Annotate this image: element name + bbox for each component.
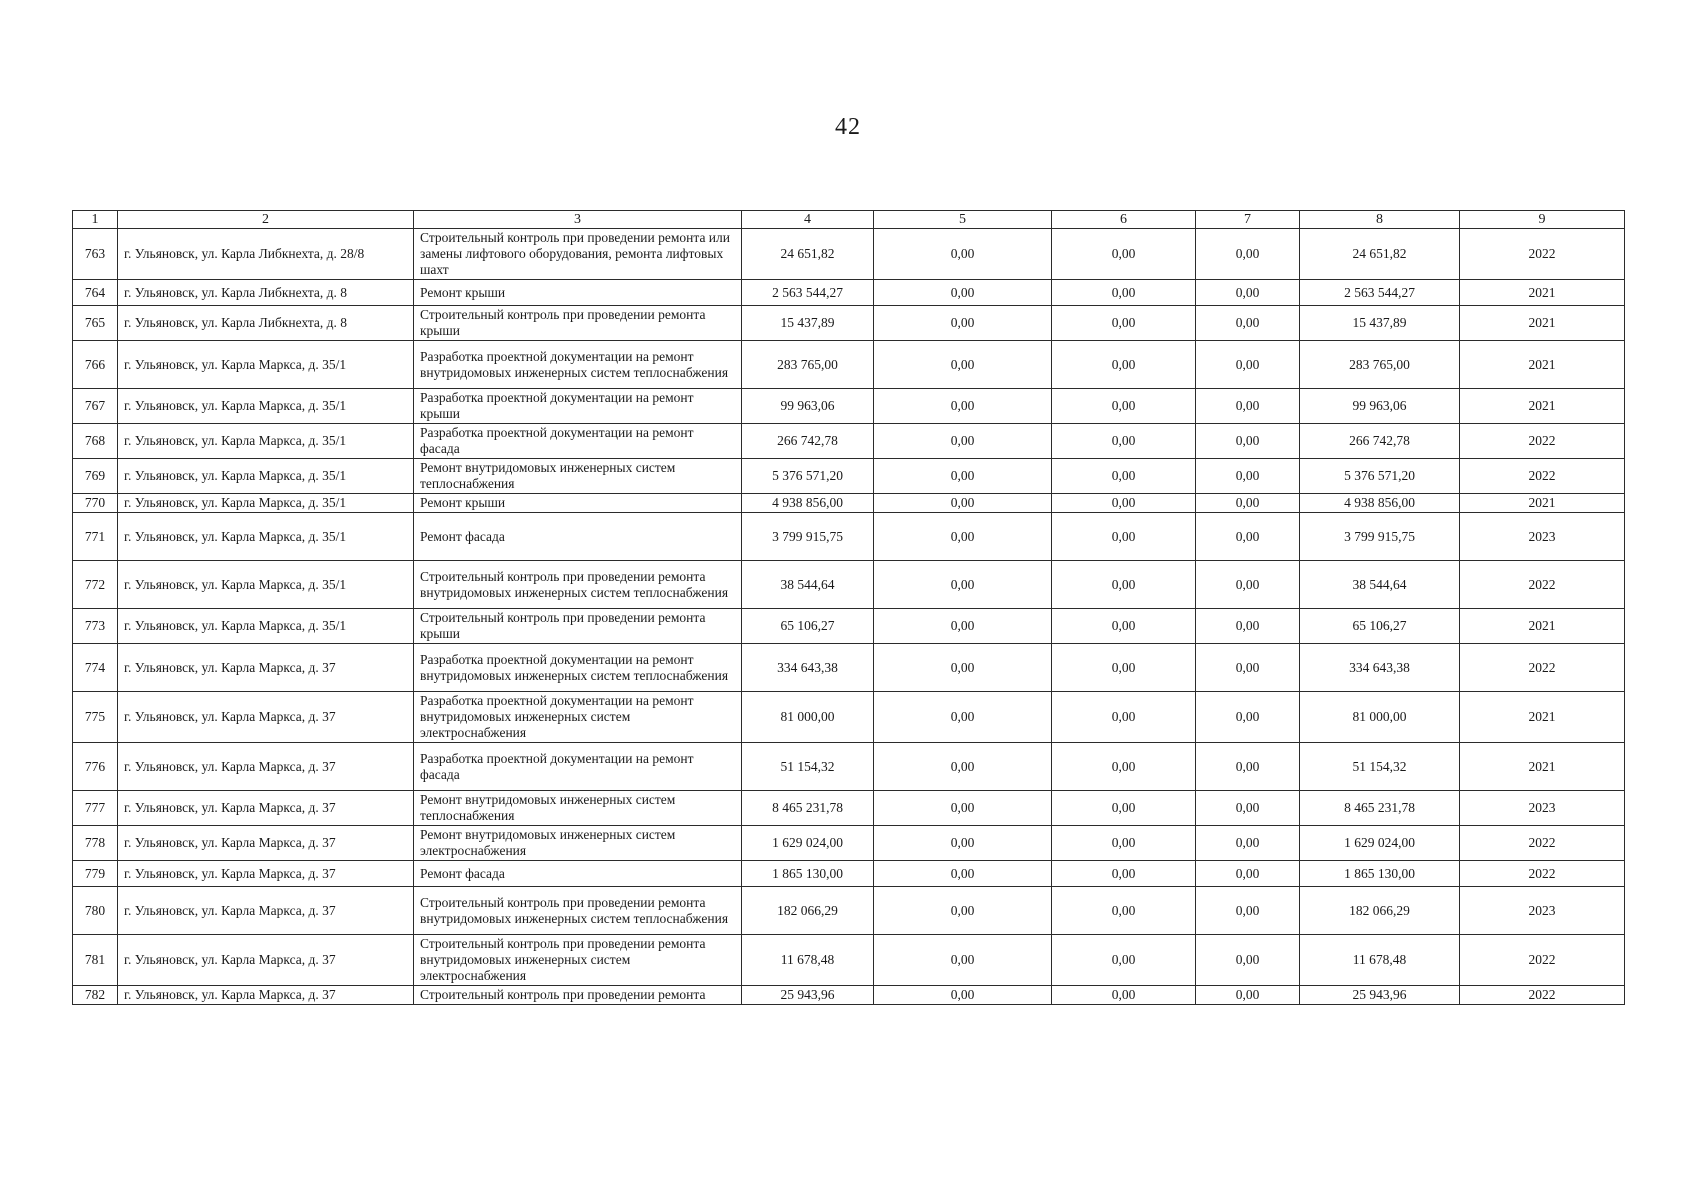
address-cell	[118, 306, 414, 341]
column-header: 6	[1052, 211, 1196, 229]
address-text: г. Ульяновск, ул. Карла Маркса, д. 37	[124, 902, 336, 918]
table-row	[73, 229, 1625, 280]
owner-funds-cell: 283 765,00	[1300, 341, 1460, 389]
table-row	[73, 280, 1625, 306]
owner-funds-cell: 51 154,32	[1300, 743, 1460, 791]
fund-column-7-cell: 0,00	[1196, 459, 1300, 494]
year-cell: 2022	[1460, 861, 1625, 887]
fund-column-5-cell: 0,00	[874, 644, 1052, 692]
work-type-cell: Ремонт фасада	[414, 861, 742, 887]
fund-column-7-cell: 0,00	[1196, 424, 1300, 459]
row-number-cell: 771	[73, 513, 118, 561]
registry-body	[73, 229, 1625, 1005]
address-cell	[118, 229, 414, 280]
fund-column-5-cell: 0,00	[874, 341, 1052, 389]
fund-column-5-cell: 0,00	[874, 513, 1052, 561]
fund-column-7-cell: 0,00	[1196, 826, 1300, 861]
column-header: 7	[1196, 211, 1300, 229]
row-number-cell: 764	[73, 280, 118, 306]
fund-column-7-cell: 0,00	[1196, 887, 1300, 935]
fund-column-6-cell: 0,00	[1052, 887, 1196, 935]
year-cell: 2022	[1460, 935, 1625, 986]
fund-column-7-cell: 0,00	[1196, 791, 1300, 826]
year-cell: 2021	[1460, 341, 1625, 389]
column-header: 2	[118, 211, 414, 229]
address-cell	[118, 861, 414, 887]
owner-funds-cell: 1 865 130,00	[1300, 861, 1460, 887]
owner-funds-cell: 182 066,29	[1300, 887, 1460, 935]
table-row	[73, 692, 1625, 743]
address-text: г. Ульяновск, ул. Карла Маркса, д. 37	[124, 659, 336, 675]
fund-column-7-cell: 0,00	[1196, 609, 1300, 644]
year-cell: 2021	[1460, 743, 1625, 791]
row-number-cell: 776	[73, 743, 118, 791]
owner-funds-cell: 2 563 544,27	[1300, 280, 1460, 306]
work-type-cell: Ремонт внутридомовых инженерных систем теплоснабжения	[414, 459, 742, 494]
column-header: 9	[1460, 211, 1625, 229]
total-cost-cell: 4 938 856,00	[742, 494, 874, 513]
address-text: г. Ульяновск, ул. Карла Маркса, д. 35/1	[124, 433, 347, 448]
address-text: г. Ульяновск, ул. Карла Либкнехта, д. 28/8	[124, 246, 365, 261]
address-text: г. Ульяновск, ул. Карла Маркса, д. 35/1	[124, 576, 347, 592]
owner-funds-cell: 65 106,27	[1300, 609, 1460, 644]
column-header: 3	[414, 211, 742, 229]
owner-funds-cell: 4 938 856,00	[1300, 494, 1460, 513]
table-row	[73, 743, 1625, 791]
total-cost-cell: 266 742,78	[742, 424, 874, 459]
row-number-cell: 763	[73, 229, 118, 280]
row-number-cell: 769	[73, 459, 118, 494]
address-text: г. Ульяновск, ул. Карла Маркса, д. 35/1	[124, 468, 347, 483]
fund-column-5-cell: 0,00	[874, 424, 1052, 459]
table-row	[73, 513, 1625, 561]
fund-column-7-cell: 0,00	[1196, 861, 1300, 887]
column-header: 5	[874, 211, 1052, 229]
column-number-row	[73, 211, 1625, 229]
total-cost-cell: 24 651,82	[742, 229, 874, 280]
address-text: г. Ульяновск, ул. Карла Маркса, д. 35/1	[124, 356, 347, 372]
owner-funds-cell: 11 678,48	[1300, 935, 1460, 986]
fund-column-6-cell: 0,00	[1052, 306, 1196, 341]
address-cell	[118, 986, 414, 1005]
owner-funds-cell: 334 643,38	[1300, 644, 1460, 692]
fund-column-6-cell: 0,00	[1052, 692, 1196, 743]
owner-funds-cell: 25 943,96	[1300, 986, 1460, 1005]
fund-column-7-cell: 0,00	[1196, 280, 1300, 306]
year-cell: 2022	[1460, 229, 1625, 280]
owner-funds-cell: 8 465 231,78	[1300, 791, 1460, 826]
address-cell	[118, 609, 414, 644]
table-row	[73, 341, 1625, 389]
year-cell: 2021	[1460, 609, 1625, 644]
address-text: г. Ульяновск, ул. Карла Маркса, д. 35/1	[124, 495, 347, 510]
table-row	[73, 306, 1625, 341]
owner-funds-cell: 81 000,00	[1300, 692, 1460, 743]
row-number-cell: 777	[73, 791, 118, 826]
total-cost-cell: 1 865 130,00	[742, 861, 874, 887]
table-row	[73, 861, 1625, 887]
fund-column-5-cell: 0,00	[874, 609, 1052, 644]
work-type-cell: Ремонт внутридомовых инженерных систем электроснабжения	[414, 826, 742, 861]
owner-funds-cell: 266 742,78	[1300, 424, 1460, 459]
fund-column-6-cell: 0,00	[1052, 791, 1196, 826]
fund-column-6-cell: 0,00	[1052, 280, 1196, 306]
address-text: г. Ульяновск, ул. Карла Маркса, д. 37	[124, 987, 336, 1002]
fund-column-6-cell: 0,00	[1052, 561, 1196, 609]
fund-column-5-cell: 0,00	[874, 861, 1052, 887]
fund-column-5-cell: 0,00	[874, 826, 1052, 861]
fund-column-6-cell: 0,00	[1052, 986, 1196, 1005]
address-cell	[118, 561, 414, 609]
fund-column-7-cell: 0,00	[1196, 935, 1300, 986]
year-cell: 2021	[1460, 280, 1625, 306]
year-cell: 2023	[1460, 887, 1625, 935]
work-type-cell: Ремонт крыши	[414, 494, 742, 513]
year-cell: 2022	[1460, 561, 1625, 609]
total-cost-cell: 5 376 571,20	[742, 459, 874, 494]
address-text: г. Ульяновск, ул. Карла Маркса, д. 35/1	[124, 528, 347, 544]
fund-column-6-cell: 0,00	[1052, 389, 1196, 424]
work-type-cell: Разработка проектной документации на ремонт внутридомовых инженерных систем электроснабжения	[414, 692, 742, 743]
total-cost-cell: 283 765,00	[742, 341, 874, 389]
fund-column-6-cell: 0,00	[1052, 494, 1196, 513]
fund-column-6-cell: 0,00	[1052, 513, 1196, 561]
fund-column-6-cell: 0,00	[1052, 743, 1196, 791]
total-cost-cell: 334 643,38	[742, 644, 874, 692]
owner-funds-cell: 1 629 024,00	[1300, 826, 1460, 861]
owner-funds-cell: 38 544,64	[1300, 561, 1460, 609]
work-type-cell: Строительный контроль при проведении ремонта крыши	[414, 306, 742, 341]
year-cell: 2023	[1460, 513, 1625, 561]
address-cell	[118, 692, 414, 743]
page-number: 42	[835, 114, 861, 140]
registry-sheet	[72, 210, 1624, 1005]
address-text: г. Ульяновск, ул. Карла Маркса, д. 37	[124, 800, 336, 815]
fund-column-7-cell: 0,00	[1196, 986, 1300, 1005]
fund-column-5-cell: 0,00	[874, 561, 1052, 609]
table-row	[73, 887, 1625, 935]
fund-column-7-cell: 0,00	[1196, 644, 1300, 692]
work-type-cell: Ремонт крыши	[414, 280, 742, 306]
table-row	[73, 609, 1625, 644]
fund-column-5-cell: 0,00	[874, 459, 1052, 494]
owner-funds-cell: 15 437,89	[1300, 306, 1460, 341]
table-row	[73, 935, 1625, 986]
fund-column-5-cell: 0,00	[874, 692, 1052, 743]
address-cell	[118, 459, 414, 494]
year-cell: 2021	[1460, 306, 1625, 341]
table-row	[73, 424, 1625, 459]
row-number-cell: 774	[73, 644, 118, 692]
work-type-cell: Разработка проектной документации на ремонт фасада	[414, 743, 742, 791]
total-cost-cell: 81 000,00	[742, 692, 874, 743]
work-type-cell: Ремонт внутридомовых инженерных систем теплоснабжения	[414, 791, 742, 826]
fund-column-7-cell: 0,00	[1196, 692, 1300, 743]
year-cell: 2022	[1460, 826, 1625, 861]
total-cost-cell: 25 943,96	[742, 986, 874, 1005]
row-number-cell: 770	[73, 494, 118, 513]
row-number-cell: 766	[73, 341, 118, 389]
address-cell	[118, 644, 414, 692]
owner-funds-cell: 5 376 571,20	[1300, 459, 1460, 494]
address-cell	[118, 389, 414, 424]
work-type-cell: Строительный контроль при проведении ремонта внутридомовых инженерных систем теплоснабжения	[414, 887, 742, 935]
table-row	[73, 791, 1625, 826]
fund-column-5-cell: 0,00	[874, 389, 1052, 424]
total-cost-cell: 2 563 544,27	[742, 280, 874, 306]
table-row	[73, 826, 1625, 861]
total-cost-cell: 11 678,48	[742, 935, 874, 986]
total-cost-cell: 65 106,27	[742, 609, 874, 644]
fund-column-5-cell: 0,00	[874, 887, 1052, 935]
fund-column-7-cell: 0,00	[1196, 341, 1300, 389]
table-row	[73, 644, 1625, 692]
fund-column-6-cell: 0,00	[1052, 424, 1196, 459]
address-text: г. Ульяновск, ул. Карла Либкнехта, д. 8	[124, 284, 348, 300]
total-cost-cell: 8 465 231,78	[742, 791, 874, 826]
owner-funds-cell: 99 963,06	[1300, 389, 1460, 424]
year-cell: 2022	[1460, 644, 1625, 692]
row-number-cell: 778	[73, 826, 118, 861]
row-number-cell: 780	[73, 887, 118, 935]
address-cell	[118, 743, 414, 791]
fund-column-6-cell: 0,00	[1052, 644, 1196, 692]
owner-funds-cell: 24 651,82	[1300, 229, 1460, 280]
fund-column-7-cell: 0,00	[1196, 494, 1300, 513]
address-text: г. Ульяновск, ул. Карла Маркса, д. 37	[124, 952, 336, 967]
fund-column-5-cell: 0,00	[874, 229, 1052, 280]
fund-column-7-cell: 0,00	[1196, 743, 1300, 791]
fund-column-6-cell: 0,00	[1052, 826, 1196, 861]
address-text: г. Ульяновск, ул. Карла Маркса, д. 37	[124, 758, 336, 774]
row-number-cell: 767	[73, 389, 118, 424]
address-text: г. Ульяновск, ул. Карла Маркса, д. 35/1	[124, 618, 347, 633]
fund-column-7-cell: 0,00	[1196, 389, 1300, 424]
fund-column-5-cell: 0,00	[874, 280, 1052, 306]
row-number-cell: 775	[73, 692, 118, 743]
total-cost-cell: 51 154,32	[742, 743, 874, 791]
total-cost-cell: 99 963,06	[742, 389, 874, 424]
table-row	[73, 494, 1625, 513]
row-number-cell: 772	[73, 561, 118, 609]
fund-column-6-cell: 0,00	[1052, 341, 1196, 389]
total-cost-cell: 1 629 024,00	[742, 826, 874, 861]
work-type-cell: Разработка проектной документации на ремонт внутридомовых инженерных систем теплоснабжения	[414, 341, 742, 389]
column-header: 4	[742, 211, 874, 229]
year-cell: 2022	[1460, 986, 1625, 1005]
year-cell: 2021	[1460, 692, 1625, 743]
owner-funds-cell: 3 799 915,75	[1300, 513, 1460, 561]
address-cell	[118, 424, 414, 459]
fund-column-6-cell: 0,00	[1052, 609, 1196, 644]
year-cell: 2022	[1460, 459, 1625, 494]
row-number-cell: 773	[73, 609, 118, 644]
work-type-cell: Ремонт фасада	[414, 513, 742, 561]
address-cell	[118, 513, 414, 561]
work-type-cell: Строительный контроль при проведении ремонта или замены лифтового оборудования, ремонта лифтовых шахт	[414, 229, 742, 280]
row-number-cell: 782	[73, 986, 118, 1005]
fund-column-6-cell: 0,00	[1052, 459, 1196, 494]
year-cell: 2023	[1460, 791, 1625, 826]
row-number-cell: 768	[73, 424, 118, 459]
row-number-cell: 781	[73, 935, 118, 986]
table-row	[73, 561, 1625, 609]
address-cell	[118, 791, 414, 826]
year-cell: 2021	[1460, 494, 1625, 513]
fund-column-6-cell: 0,00	[1052, 229, 1196, 280]
work-type-cell: Строительный контроль при проведении ремонта	[414, 986, 742, 1005]
fund-column-7-cell: 0,00	[1196, 306, 1300, 341]
row-number-cell: 765	[73, 306, 118, 341]
work-type-cell: Разработка проектной документации на ремонт крыши	[414, 389, 742, 424]
work-type-cell: Строительный контроль при проведении ремонта внутридомовых инженерных систем теплоснабжения	[414, 561, 742, 609]
address-text: г. Ульяновск, ул. Карла Маркса, д. 37	[124, 835, 336, 850]
fund-column-6-cell: 0,00	[1052, 861, 1196, 887]
address-cell	[118, 494, 414, 513]
table-row	[73, 986, 1625, 1005]
fund-column-5-cell: 0,00	[874, 986, 1052, 1005]
fund-column-5-cell: 0,00	[874, 791, 1052, 826]
fund-column-5-cell: 0,00	[874, 935, 1052, 986]
address-cell	[118, 280, 414, 306]
total-cost-cell: 3 799 915,75	[742, 513, 874, 561]
total-cost-cell: 38 544,64	[742, 561, 874, 609]
table-row	[73, 389, 1625, 424]
address-text: г. Ульяновск, ул. Карла Маркса, д. 35/1	[124, 398, 347, 413]
work-type-cell: Строительный контроль при проведении ремонта внутридомовых инженерных систем электроснабжения	[414, 935, 742, 986]
fund-column-5-cell: 0,00	[874, 494, 1052, 513]
fund-column-6-cell: 0,00	[1052, 935, 1196, 986]
address-text: г. Ульяновск, ул. Карла Маркса, д. 37	[124, 709, 336, 724]
registry-table	[72, 210, 1625, 1005]
work-type-cell: Разработка проектной документации на ремонт фасада	[414, 424, 742, 459]
work-type-cell: Строительный контроль при проведении ремонта крыши	[414, 609, 742, 644]
address-cell	[118, 826, 414, 861]
column-header: 1	[73, 211, 118, 229]
address-text: г. Ульяновск, ул. Карла Либкнехта, д. 8	[124, 315, 348, 330]
year-cell: 2021	[1460, 389, 1625, 424]
total-cost-cell: 15 437,89	[742, 306, 874, 341]
fund-column-7-cell: 0,00	[1196, 229, 1300, 280]
total-cost-cell: 182 066,29	[742, 887, 874, 935]
year-cell: 2022	[1460, 424, 1625, 459]
row-number-cell: 779	[73, 861, 118, 887]
address-cell	[118, 341, 414, 389]
column-header: 8	[1300, 211, 1460, 229]
fund-column-7-cell: 0,00	[1196, 513, 1300, 561]
address-cell	[118, 887, 414, 935]
address-text: г. Ульяновск, ул. Карла Маркса, д. 37	[124, 865, 336, 881]
work-type-cell: Разработка проектной документации на ремонт внутридомовых инженерных систем теплоснабжения	[414, 644, 742, 692]
table-row	[73, 459, 1625, 494]
address-cell	[118, 935, 414, 986]
fund-column-5-cell: 0,00	[874, 306, 1052, 341]
fund-column-7-cell: 0,00	[1196, 561, 1300, 609]
fund-column-5-cell: 0,00	[874, 743, 1052, 791]
